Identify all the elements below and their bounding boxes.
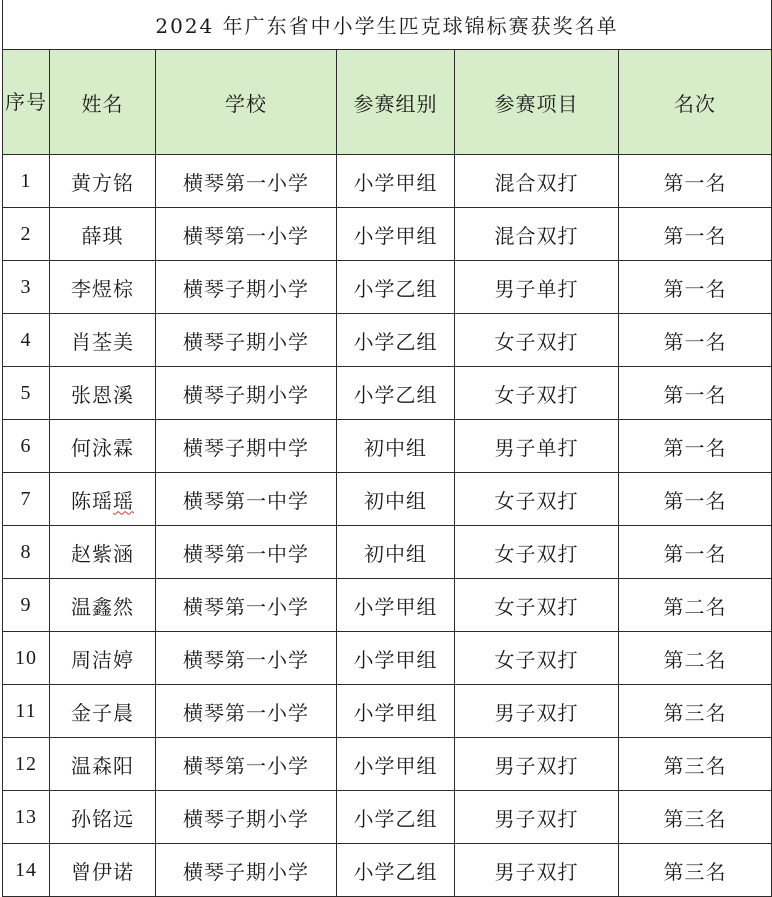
cell-group: 小学甲组	[337, 632, 455, 685]
cell-event: 男子双打	[455, 738, 619, 791]
cell-rank: 第三名	[619, 685, 772, 738]
cell-event: 女子双打	[455, 579, 619, 632]
cell-name: 李煜棕	[50, 261, 156, 314]
cell-seq: 10	[3, 632, 50, 685]
cell-rank: 第一名	[619, 473, 772, 526]
cell-event: 女子双打	[455, 314, 619, 367]
cell-school: 横琴第一小学	[156, 685, 337, 738]
cell-group: 小学甲组	[337, 738, 455, 791]
cell-seq: 3	[3, 261, 50, 314]
table-row	[3, 526, 772, 579]
cell-name: 温森阳	[50, 738, 156, 791]
cell-seq: 6	[3, 420, 50, 473]
cell-school: 横琴子期小学	[156, 314, 337, 367]
cell-school: 横琴第一小学	[156, 155, 337, 208]
header-seq: 序号	[3, 50, 50, 155]
table-row	[3, 420, 772, 473]
cell-group: 小学乙组	[337, 367, 455, 420]
table-row	[3, 155, 772, 208]
table-row	[3, 844, 772, 897]
cell-group: 小学乙组	[337, 314, 455, 367]
cell-seq: 8	[3, 526, 50, 579]
cell-seq: 9	[3, 579, 50, 632]
cell-group: 小学甲组	[337, 579, 455, 632]
cell-group: 小学乙组	[337, 844, 455, 897]
header-row	[3, 50, 772, 155]
spellcheck-marked-text: 瑶	[113, 488, 134, 513]
cell-seq: 2	[3, 208, 50, 261]
cell-school: 横琴子期小学	[156, 367, 337, 420]
cell-school: 横琴第一小学	[156, 579, 337, 632]
cell-event: 男子双打	[455, 844, 619, 897]
table-row	[3, 261, 772, 314]
cell-seq: 1	[3, 155, 50, 208]
cell-group: 小学乙组	[337, 791, 455, 844]
cell-name: 金子晨	[50, 685, 156, 738]
cell-rank: 第三名	[619, 738, 772, 791]
cell-group: 初中组	[337, 420, 455, 473]
title-row	[3, 0, 772, 50]
header-school: 学校	[156, 50, 337, 155]
header-name: 姓名	[50, 50, 156, 155]
cell-rank: 第一名	[619, 155, 772, 208]
cell-name: 周洁婷	[50, 632, 156, 685]
cell-school: 横琴子期小学	[156, 261, 337, 314]
cell-event: 男子双打	[455, 685, 619, 738]
cell-seq: 14	[3, 844, 50, 897]
cell-event: 男子单打	[455, 261, 619, 314]
cell-seq: 4	[3, 314, 50, 367]
cell-group: 小学甲组	[337, 155, 455, 208]
cell-group: 小学乙组	[337, 261, 455, 314]
cell-school: 横琴第一小学	[156, 738, 337, 791]
cell-event: 女子双打	[455, 367, 619, 420]
cell-seq: 12	[3, 738, 50, 791]
cell-school: 横琴子期小学	[156, 844, 337, 897]
cell-seq: 13	[3, 791, 50, 844]
cell-name: 何泳霖	[50, 420, 156, 473]
cell-name: 温鑫然	[50, 579, 156, 632]
cell-name	[50, 473, 156, 526]
cell-name: 曾伊诺	[50, 844, 156, 897]
table-row	[3, 579, 772, 632]
cell-event: 女子双打	[455, 526, 619, 579]
cell-school: 横琴第一小学	[156, 208, 337, 261]
cell-group: 小学甲组	[337, 685, 455, 738]
table-row	[3, 208, 772, 261]
table-row	[3, 791, 772, 844]
cell-event: 混合双打	[455, 155, 619, 208]
cell-rank: 第一名	[619, 261, 772, 314]
cell-event: 混合双打	[455, 208, 619, 261]
cell-school: 横琴子期小学	[156, 791, 337, 844]
cell-rank: 第一名	[619, 526, 772, 579]
cell-school: 横琴子期中学	[156, 420, 337, 473]
cell-seq: 11	[3, 685, 50, 738]
cell-group: 初中组	[337, 526, 455, 579]
cell-seq: 5	[3, 367, 50, 420]
header-rank: 名次	[619, 50, 772, 155]
cell-event: 女子双打	[455, 632, 619, 685]
cell-rank: 第三名	[619, 844, 772, 897]
cell-rank: 第三名	[619, 791, 772, 844]
header-group: 参赛组别	[337, 50, 455, 155]
table-row	[3, 367, 772, 420]
award-table	[2, 0, 772, 897]
cell-event: 男子双打	[455, 791, 619, 844]
table-row	[3, 473, 772, 526]
cell-name: 赵紫涵	[50, 526, 156, 579]
cell-rank: 第二名	[619, 579, 772, 632]
cell-name: 孙铭远	[50, 791, 156, 844]
cell-group: 初中组	[337, 473, 455, 526]
cell-seq: 7	[3, 473, 50, 526]
cell-event: 女子双打	[455, 473, 619, 526]
cell-name: 薛琪	[50, 208, 156, 261]
cell-rank: 第二名	[619, 632, 772, 685]
cell-school: 横琴第一小学	[156, 632, 337, 685]
table-row	[3, 632, 772, 685]
table-row	[3, 738, 772, 791]
cell-rank: 第一名	[619, 367, 772, 420]
cell-rank: 第一名	[619, 208, 772, 261]
cell-school: 横琴第一中学	[156, 473, 337, 526]
cell-name: 张恩溪	[50, 367, 156, 420]
cell-event: 男子单打	[455, 420, 619, 473]
table-row	[3, 685, 772, 738]
name-text: 陈瑶	[71, 488, 113, 513]
cell-name: 肖荃美	[50, 314, 156, 367]
cell-school: 横琴第一中学	[156, 526, 337, 579]
cell-name: 黄方铭	[50, 155, 156, 208]
cell-group: 小学甲组	[337, 208, 455, 261]
table-row	[3, 314, 772, 367]
header-event: 参赛项目	[455, 50, 619, 155]
document-title: 2024 年广东省中小学生匹克球锦标赛获奖名单	[3, 0, 772, 50]
cell-rank: 第一名	[619, 314, 772, 367]
cell-rank: 第一名	[619, 420, 772, 473]
